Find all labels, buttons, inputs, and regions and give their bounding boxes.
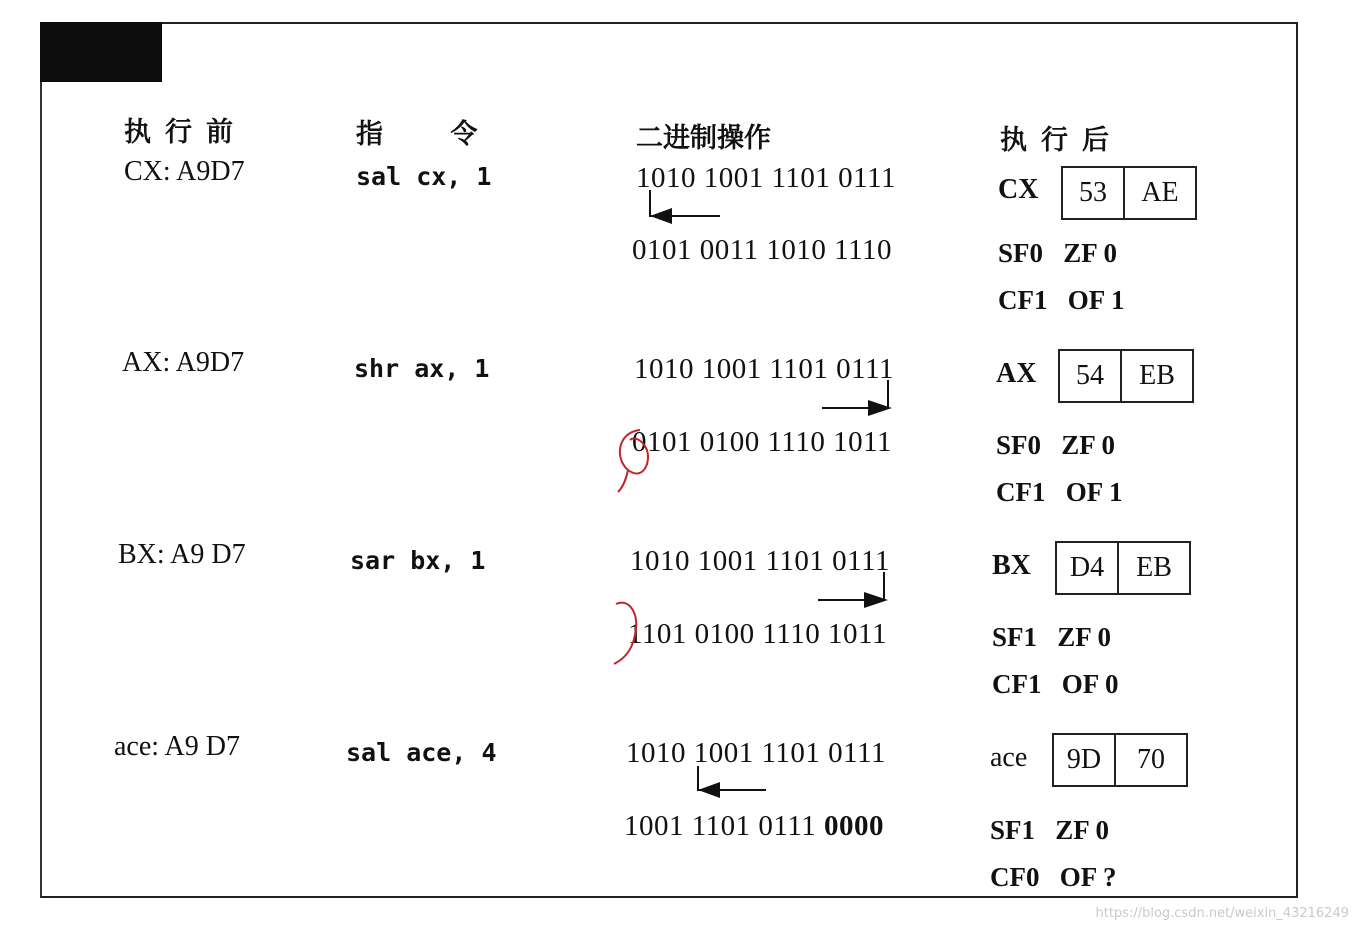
result-low-byte-row1: AE bbox=[1141, 177, 1179, 208]
binary-out-row2: 0101 0100 1110 1011 bbox=[632, 426, 893, 458]
shift-left-arrowhead-row4 bbox=[698, 782, 720, 798]
before-value-row2: AX: A9D7 bbox=[122, 347, 245, 378]
flags-sf-zf-row3: SF1 ZF 0 bbox=[992, 622, 1112, 652]
flags-cf-of-row4: CF0 OF ? bbox=[990, 862, 1117, 892]
shift-left-arrow-row1 bbox=[650, 190, 720, 216]
binary-in-row2: 1010 1001 1101 0111 bbox=[634, 353, 895, 385]
before-value-row3: BX: A9 D7 bbox=[118, 539, 246, 570]
result-high-byte-row4: 9D bbox=[1054, 735, 1116, 785]
before-value-row4: ace: A9 D7 bbox=[114, 731, 240, 762]
before-value-row1: CX: A9D7 bbox=[124, 156, 245, 187]
header-instruction: 指 令 bbox=[356, 119, 492, 150]
result-high-byte-row3: D4 bbox=[1057, 543, 1119, 593]
register-label-row4: ace bbox=[990, 742, 1028, 773]
flags-cf-of-row2: CF1 OF 1 bbox=[996, 477, 1123, 507]
register-label-row2: AX bbox=[996, 358, 1037, 389]
flags-cf-of-row1: CF1 OF 1 bbox=[998, 285, 1125, 315]
instruction-row2: shr ax, 1 bbox=[354, 354, 490, 383]
result-high-byte-row2: 54 bbox=[1060, 351, 1122, 401]
result-low-byte-row3: EB bbox=[1136, 552, 1172, 583]
register-label-row3: BX bbox=[992, 550, 1031, 581]
flags-sf-zf-row1: SF0 ZF 0 bbox=[998, 238, 1118, 268]
binary-out-row4-main: 1001 1101 0111 bbox=[624, 810, 825, 842]
binary-out-row4-shifted-zeros: 0000 bbox=[824, 810, 885, 842]
flags-sf-zf-row4: SF1 ZF 0 bbox=[990, 815, 1110, 845]
result-low-byte-row2: EB bbox=[1139, 360, 1175, 391]
flags-cf-of-row3: CF1 OF 0 bbox=[992, 669, 1119, 699]
header-binary-op: 二进制操作 bbox=[636, 123, 771, 154]
binary-in-row4: 1010 1001 1101 0111 bbox=[626, 737, 887, 769]
instruction-row1: sal cx, 1 bbox=[356, 162, 492, 191]
instruction-row4: sal ace, 4 bbox=[346, 738, 497, 767]
flags-sf-zf-row2: SF0 ZF 0 bbox=[996, 430, 1116, 460]
header-before: 执行前 bbox=[124, 117, 247, 148]
handwritten-mark-row2 bbox=[618, 430, 648, 492]
register-label-row1: CX bbox=[998, 174, 1039, 205]
binary-in-row1: 1010 1001 1101 0111 bbox=[636, 162, 897, 194]
header-after: 执行后 bbox=[1000, 125, 1123, 156]
result-high-byte-row1: 53 bbox=[1063, 168, 1125, 218]
binary-out-row3: 1101 0100 1110 1011 bbox=[628, 618, 887, 650]
binary-out-row1: 0101 0011 1010 1110 bbox=[632, 234, 893, 266]
binary-in-row3: 1010 1001 1101 0111 bbox=[630, 545, 891, 577]
shift-left-arrowhead-row1 bbox=[650, 208, 672, 224]
handwritten-mark-row3 bbox=[614, 603, 636, 664]
watermark-url: https://blog.csdn.net/weixin_43216249 bbox=[1095, 906, 1349, 921]
result-low-byte-row4: 70 bbox=[1137, 744, 1165, 775]
instruction-row3: sar bx, 1 bbox=[350, 546, 486, 575]
